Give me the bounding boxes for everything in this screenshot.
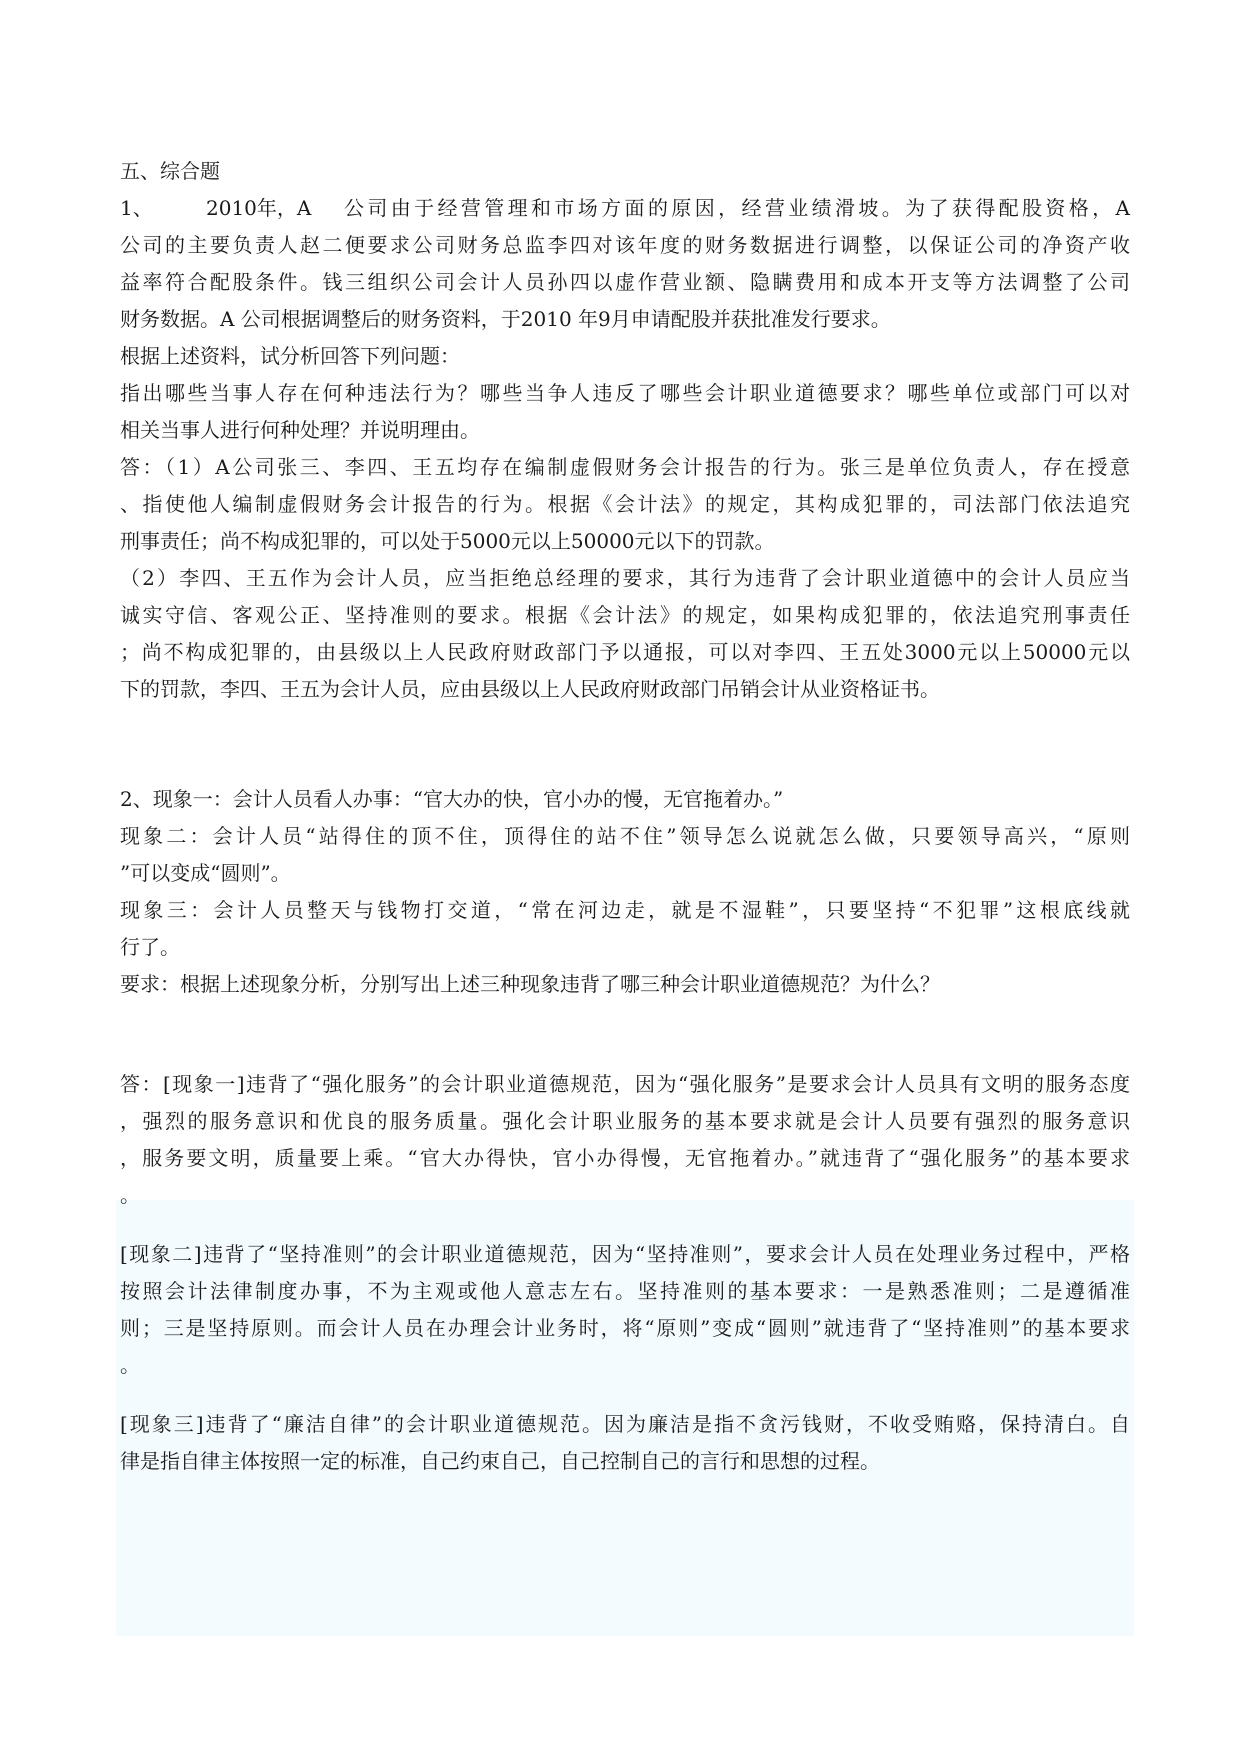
q1-line-5: 指出哪些当事人存在何种违法行为？哪些当争人违反了哪些会计职业道德要求？哪些单位或部门可以对 (120, 381, 1130, 405)
a2-line-1: ，强烈的服务意识和优良的服务质量。强化会计职业服务的基本要求就是会计人员要有强烈的服务意识 (120, 1109, 1130, 1133)
q1-line-4: 根据上述资料，试分析回答下列问题： (120, 344, 460, 368)
q2-line-4: 行了。 (120, 935, 180, 959)
q1-line-11: 诚实守信、客观公正、坚持准则的要求。根据《会计法》的规定，如果构成犯罪的，依法追究刑事责任 (120, 603, 1130, 627)
q1-line-8: 、指使他人编制虚假财务会计报告的行为。根据《会计法》的规定，其构成犯罪的，司法部门依法追究 (120, 492, 1130, 516)
a2-line-7: 。 (120, 1353, 140, 1377)
q2-line-5: 要求：根据上述现象分析，分别写出上述三种现象违背了哪三种会计职业道德规范？为什么？ (120, 972, 940, 996)
q1-line-7: 答：（1）A公司张三、李四、王五均存在编制虚假财务会计报告的行为。张三是单位负责人，存在授意 (120, 455, 1130, 479)
a2-line-8: [现象三]违背了“廉洁自律”的会计职业道德规范。因为廉洁是指不贪污钱财，不收受贿赂，保持清白。自 (120, 1412, 1130, 1436)
q1-line-12: ；尚不构成犯罪的，由县级以上人民政府财政部门予以通报，可以对李四、王五处3000元以上50000元以 (120, 640, 1130, 664)
a2-line-9: 律是指自律主体按照一定的标准，自己约束自己，自己控制自己的言行和思想的过程。 (120, 1449, 880, 1473)
q1-line-1: 公司的主要负责人赵二便要求公司财务总监李四对该年度的财务数据进行调整，以保证公司的净资产收 (120, 233, 1130, 257)
q1-line-13: 下的罚款，李四、王五为会计人员，应由县级以上人民政府财政部门吊销会计从业资格证书。 (120, 677, 940, 701)
a2-line-4: [现象二]违背了“坚持准则”的会计职业道德规范，因为“坚持准则”，要求会计人员在处理业务过程中，严格 (120, 1242, 1130, 1266)
a2-line-0: 答：[现象一]违背了“强化服务”的会计职业道德规范，因为“强化服务”是要求会计人员具有文明的服务态度 (120, 1072, 1130, 1096)
q1-line-10: （2）李四、王五作为会计人员，应当拒绝总经理的要求，其行为违背了会计职业道德中的会计人员应当 (120, 566, 1130, 590)
q1-line-2: 益率符合配股条件。钱三组织公司会计人员孙四以虚作营业额、隐瞒费用和成本开支等方法调整了公司 (120, 270, 1130, 294)
q1-line-0: 公司由于经营管理和市场方面的原因，经营业绩滑坡。为了获得配股资格，A (344, 196, 1130, 220)
q1-line-6: 相关当事人进行何种处理？并说明理由。 (120, 418, 480, 442)
q1-number: 1、 (120, 196, 153, 220)
q2-line-0: 2、现象一：会计人员看人办事：“官大办的快，官小办的慢，无官拖着办。” (120, 787, 784, 811)
section-title: 五、综合题 (120, 159, 220, 183)
a2-line-3: 。 (120, 1183, 140, 1207)
q1-line-9: 刑事责任；尚不构成犯罪的，可以处于5000元以上50000元以下的罚款。 (120, 529, 775, 553)
q2-line-2: ”可以变成“圆则”。 (120, 861, 291, 885)
q2-line-1: 现象二：会计人员“站得住的顶不住，顶得住的站不住”领导怎么说就怎么做，只要领导高兴，“原则 (120, 824, 1130, 848)
a2-line-5: 按照会计法律制度办事，不为主观或他人意志左右。坚持准则的基本要求：一是熟悉准则；二是遵循准 (120, 1279, 1130, 1303)
q1-line-3: 财务数据。A 公司根据调整后的财务资料，于2010 年9月申请配股并获批准发行要求。 (120, 307, 891, 331)
q1-year: 2010年，A (206, 196, 312, 220)
a2-line-2: ，服务要文明，质量要上乘。“官大办得快，官小办得慢，无官拖着办。”就违背了“强化服务”的基本要求 (120, 1146, 1130, 1170)
a2-line-6: 则；三是坚持原则。而会计人员在办理会计业务时，将“原则”变成“圆则”就违背了“坚持准则”的基本要求 (120, 1316, 1130, 1340)
q1-first-line (120, 194, 1130, 222)
q2-line-3: 现象三：会计人员整天与钱物打交道，“常在河边走，就是不湿鞋”，只要坚持“不犯罪”这根底线就 (120, 898, 1130, 922)
